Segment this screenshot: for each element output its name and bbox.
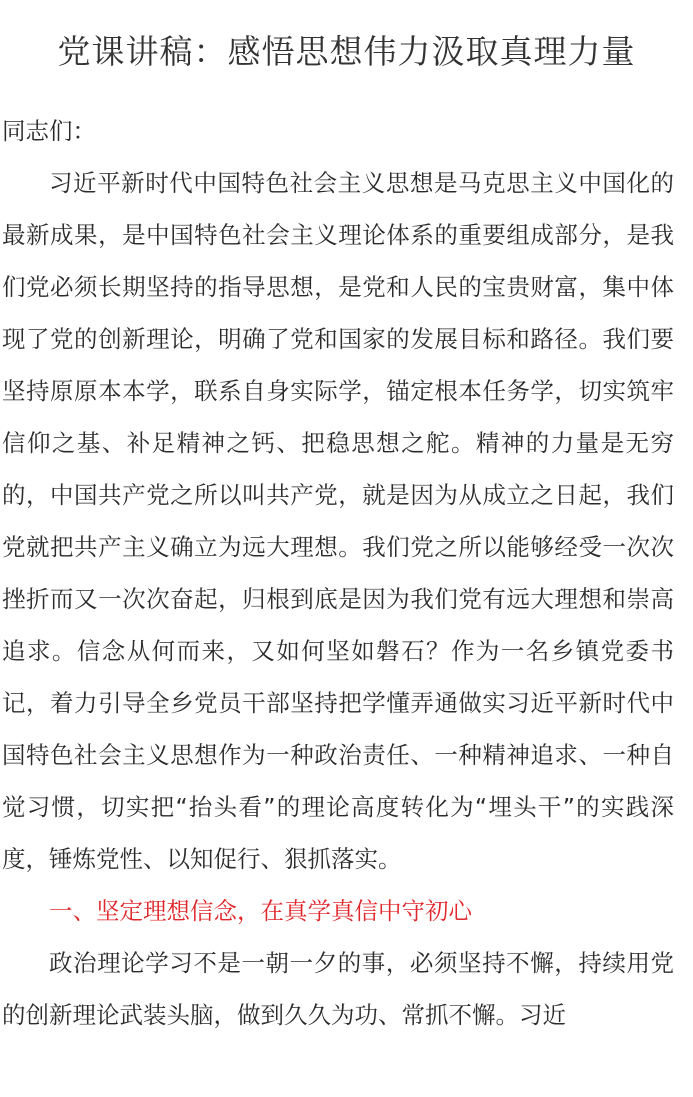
document-title: 党课讲稿：感悟思想伟力汲取真理力量 (57, 32, 636, 71)
salutation: 同志们： (2, 117, 96, 145)
section-heading: 一、坚定理想信念，在真学真信中守初心 (49, 897, 472, 925)
document-body (2, 105, 674, 1041)
paragraph-intro: 习近平新时代中国特色社会主义思想是马克思主义中国化的最新成果，是中国特色社会主义理论体系的重要组成部分，是我们党必须长期坚持的指导思想，是党和人民的宝贵财富，集中体现了党的创新理论，明确了党和国家的发展目标和路径。我们要坚持原原本本学，联系自身实际学，锚定根本任务学，切实筑牢信仰之基、补足精神之钙、把稳思想之舵。精神的力量是无穷的，中国共产党之所以叫共产党，就是因为从成立之日起，我们党就把共产主义确立为远大理想。我们党之所以能够经受一次次挫折而又一次次奋起，归根到底是因为我们党有远大理想和崇高追求。信念从何而来，又如何坚如磐石？作为一名乡镇党委书记，着力引导全乡党员干部坚持把学懂弄通做实习近平新时代中国特色社会主义思想作为一种政治责任、一种精神追求、一种自觉习惯，切实把“抬头看”的理论高度转化为“埋头干”的实践深度，锤炼党性、以知促行、狠抓落实。 (2, 169, 674, 873)
paragraph-section-one: 政治理论学习不是一朝一夕的事，必须坚持不懈，持续用党的创新理论武装头脑，做到久久为功、常抓不懈。习近 (2, 949, 674, 1029)
